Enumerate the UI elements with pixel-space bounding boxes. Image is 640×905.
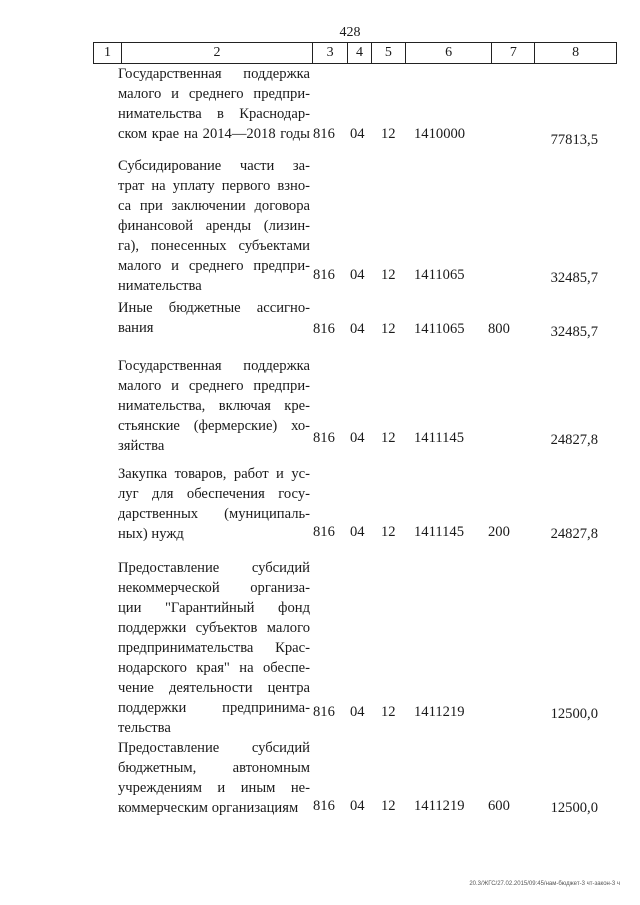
description-line: ском крае на 2014—2018 годы	[118, 126, 310, 142]
cell-ministry: 816	[313, 430, 335, 446]
row-description	[118, 738, 310, 818]
header-col-4: 4	[348, 43, 372, 63]
description-line: нимательства в Краснодар-	[118, 106, 310, 122]
description-line: малого и среднего предпри-	[118, 86, 310, 102]
description-line: поддержки субъектов малого	[118, 620, 310, 636]
description-line: ных) нужд	[118, 526, 184, 542]
cell-section: 04	[350, 798, 365, 814]
cell-section: 04	[350, 704, 365, 720]
description-line: стьянские (фермерские) хо-	[118, 418, 310, 434]
cell-amount: 12500,0	[550, 706, 598, 722]
cell-amount: 24827,8	[550, 432, 598, 448]
description-line: га), понесенных субъектами	[118, 238, 310, 254]
cell-amount: 32485,7	[550, 324, 598, 340]
cell-subsection: 12	[381, 430, 396, 446]
description-line: Предоставление субсидий	[118, 560, 310, 576]
cell-amount: 24827,8	[550, 526, 598, 542]
cell-ministry: 816	[313, 798, 335, 814]
description-line: коммерческим организациям	[118, 800, 299, 816]
cell-expense-type: 800	[488, 321, 510, 337]
description-line: учреждениям и иным не-	[118, 780, 310, 796]
row-description	[118, 356, 310, 456]
cell-target-article: 1410000	[414, 126, 466, 142]
header-col-6: 6	[406, 43, 493, 63]
cell-expense-type: 600	[488, 798, 510, 814]
header-col-8: 8	[572, 45, 580, 60]
description-line: финансовой аренды (лизин-	[118, 218, 310, 234]
description-line: некоммерческой организа-	[118, 580, 310, 596]
cell-ministry: 816	[313, 704, 335, 720]
cell-subsection: 12	[381, 267, 396, 283]
cell-subsection: 12	[381, 126, 396, 142]
description-line: Государственная поддержка	[118, 66, 310, 82]
description-line: дарственных (муниципаль-	[118, 506, 310, 522]
cell-target-article: 1411065	[414, 321, 465, 337]
header-col-5: 5	[372, 43, 406, 63]
description-line: предпринимательства Крас-	[118, 640, 310, 656]
description-line: нимательства, включая кре-	[118, 398, 310, 414]
cell-subsection: 12	[381, 798, 396, 814]
cell-target-article: 1411145	[414, 524, 464, 540]
description-line: ции "Гарантийный фонд	[118, 600, 310, 616]
cell-section: 04	[350, 267, 365, 283]
cell-subsection: 12	[381, 524, 396, 540]
description-line: малого и среднего предпри-	[118, 378, 310, 394]
description-line: вания	[118, 320, 154, 336]
description-line: зяйства	[118, 438, 165, 454]
row-description	[118, 558, 310, 738]
row-description	[118, 464, 310, 544]
table-header-row	[93, 42, 617, 64]
row-description	[118, 64, 310, 144]
cell-target-article: 1411145	[414, 430, 464, 446]
header-col-3: 3	[313, 43, 348, 63]
cell-target-article: 1411219	[414, 798, 465, 814]
cell-expense-type: 200	[488, 524, 510, 540]
row-description	[118, 156, 310, 296]
cell-amount: 32485,7	[550, 270, 598, 286]
header-col-7: 7	[492, 43, 535, 63]
description-line: Иные бюджетные ассигно-	[118, 300, 310, 316]
description-line: нимательства	[118, 278, 202, 294]
cell-ministry: 816	[313, 126, 335, 142]
description-line: Предоставление субсидий	[118, 740, 310, 756]
description-line: Субсидирование части за-	[118, 158, 310, 174]
cell-subsection: 12	[381, 321, 396, 337]
description-line: нодарского края" на обеспе-	[118, 660, 310, 676]
cell-amount: 77813,5	[550, 132, 598, 148]
cell-ministry: 816	[313, 267, 335, 283]
description-line: бюджетным, автономным	[118, 760, 310, 776]
description-line: Закупка товаров, работ и ус-	[118, 466, 310, 482]
cell-target-article: 1411065	[414, 267, 465, 283]
description-line: поддержки предпринима-	[118, 700, 310, 716]
cell-subsection: 12	[381, 704, 396, 720]
page-number: 428	[339, 25, 361, 40]
cell-section: 04	[350, 430, 365, 446]
description-line: трат на уплату первого взно-	[118, 178, 310, 194]
description-line: малого и среднего предпри-	[118, 258, 310, 274]
cell-section: 04	[350, 524, 365, 540]
footer-note: 20.3/ЖГС/27.02.2015/09:45/нам-бюджет-3 чт-закон-3 ч	[469, 881, 620, 887]
description-line: чение деятельности центра	[118, 680, 310, 696]
cell-amount: 12500,0	[550, 800, 598, 816]
description-line: тельства	[118, 720, 171, 736]
header-col-1: 1	[94, 43, 122, 63]
header-col-2: 2	[122, 43, 313, 63]
cell-section: 04	[350, 321, 365, 337]
description-line: луг для обеспечения госу-	[118, 486, 310, 502]
cell-section: 04	[350, 126, 365, 142]
cell-ministry: 816	[313, 321, 335, 337]
row-description	[118, 298, 310, 338]
cell-target-article: 1411219	[414, 704, 465, 720]
description-line: Государственная поддержка	[118, 358, 310, 374]
description-line: са при заключении договора	[118, 198, 310, 214]
cell-ministry: 816	[313, 524, 335, 540]
